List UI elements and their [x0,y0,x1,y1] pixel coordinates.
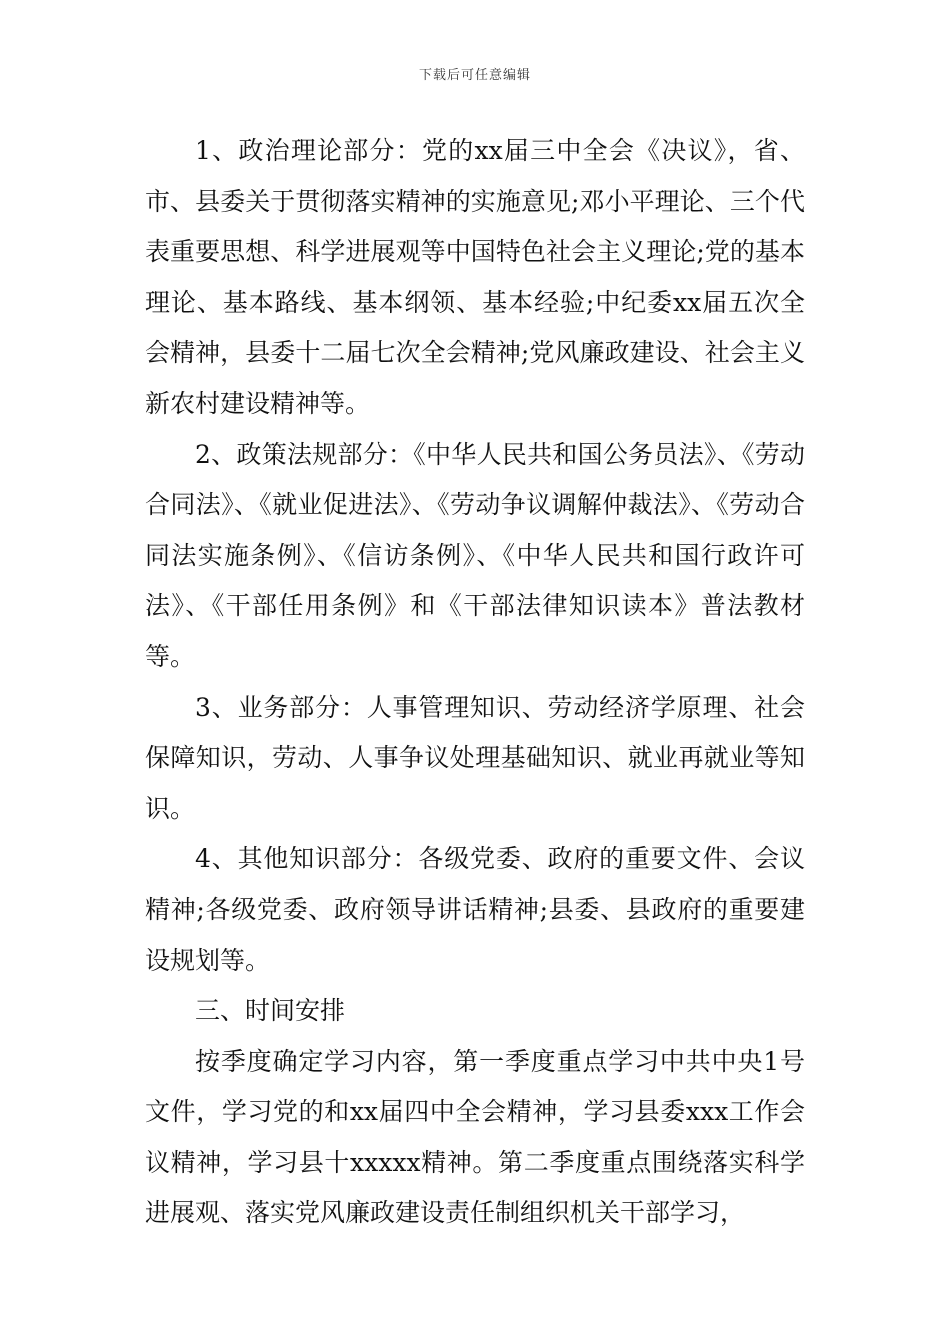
paragraph-business: 3、业务部分：人事管理知识、劳动经济学原理、社会保障知识，劳动、人事争议处理基础知识、就业再就业等知识。 [145,692,805,823]
paragraph-policy-regulations: 2、政策法规部分：《中华人民共和国公务员法》、《劳动合同法》、《就业促进法》、《劳动争议调解仲裁法》、《劳动合同法实施条例》、《信访条例》、《中华人民共和国行政许可法》、《干部任用条例》和《干部法律知识读本》普法教材等。 [145,439,805,671]
section-heading-schedule: 三、时间安排 [195,996,346,1026]
document-body [145,126,805,1239]
paragraph-political-theory: 1、政治理论部分：党的xx届三中全会《决议》，省、市、县委关于贯彻落实精神的实施意见;邓小平理论、三个代表重要思想、科学进展观等中国特色社会主义理论;党的基本理论、基本路线、基本纲领、基本经验;中纪委xx届五次全会精神，县委十二届七次全会精神;党风廉政建设、社会主义新农村建设精神等。 [145,136,805,418]
paragraph-other-knowledge: 4、其他知识部分：各级党委、政府的重要文件、会议精神;各级党委、政府领导讲话精神;县委、县政府的重要建设规划等。 [145,844,805,975]
page-header-note: 下载后可任意编辑 [418,68,531,83]
paragraph-quarterly-schedule: 按季度确定学习内容，第一季度重点学习中共中央1号文件，学习党的和xx届四中全会精神，学习县委xxx工作会议精神，学习县十xxxxx精神。第二季度重点围绕落实科学进展观、落实党风廉政建设责任制组织机关干部学习， [145,1046,805,1228]
